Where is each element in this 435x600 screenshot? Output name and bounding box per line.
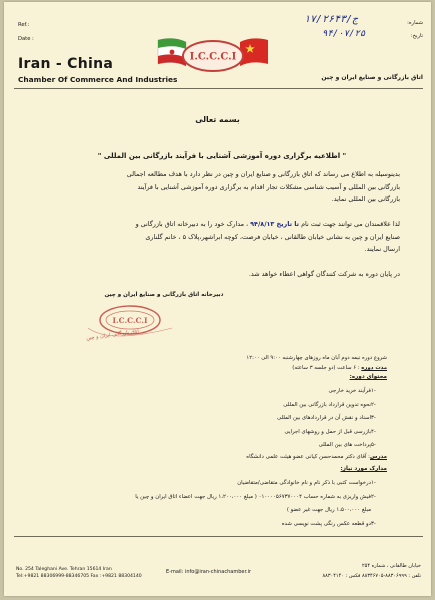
paragraph-certificate: در پایان دوره به شرکت کنندگان گواهی اعطاء خواهد شد. xyxy=(248,270,400,278)
handwritten-number: ۱۷/ج/۲۶۴۳ xyxy=(304,14,359,25)
duration-label: مدت دوره xyxy=(361,365,387,371)
list-item-text: پرداخت های بین المللی xyxy=(318,442,371,448)
course-content-heading: محتوای دوره: xyxy=(349,374,387,380)
list-item xyxy=(107,399,387,413)
headline: " اطلاعیه برگزاری دوره آموزشی آشنایی با فرآیند بازرگانی بین المللی " xyxy=(97,152,347,160)
list-item xyxy=(47,477,387,491)
ref-label: Ref.: xyxy=(18,22,30,28)
footer-address-fa-line: خیابان طالقانی ، شماره ۲۵۴ xyxy=(361,563,421,569)
footer-address-line: No. 254 Taleghani Ave. Tehran 15614 Iran xyxy=(16,567,112,572)
list-item-number: -۵ xyxy=(371,442,376,448)
list-item-text: درخواست کتبی با ذکر نام و نام خانوادگی متقاضی/متقاضیان xyxy=(237,480,371,486)
paragraph-line: بازرگانی بین المللی نماید. xyxy=(331,195,400,203)
list-item-number: -۴ xyxy=(371,428,376,435)
list-item-text: مبلغ ۱،۵۰۰،۰۰۰ ریال جهت غیر عضو ) xyxy=(286,507,371,513)
course-content-label xyxy=(107,374,387,380)
paragraph-line: صنایع ایران و چین به نشانی خیابان طالقانی ، خیابان فرصت، کوچه ابراشهر،پلاک ۵ ، خانم گلناری xyxy=(145,232,400,241)
teacher-value: : آقای دکتر محمدحسن کیانی عضو هیئت علمی دانشگاه xyxy=(246,454,370,460)
registration-text-b: ، مدارک خود را به دبیرخانه اتاق بازرگانی و xyxy=(135,220,251,228)
list-item-text: اسناد و نقش آن در قراردادهای بین المللی xyxy=(276,415,371,421)
registration-text-a: لذا علاقمندان می توانند جهت ثبت نام xyxy=(299,220,400,228)
list-item-number: -۲ xyxy=(371,401,376,408)
list-item-text: دو قطعه عکس رنگی پشت نویسی شده xyxy=(281,520,371,527)
fa-date-label: تاریخ: xyxy=(410,33,423,39)
required-docs-label xyxy=(87,466,387,472)
stamp-text: I.C.C.C.I xyxy=(112,316,148,325)
handwritten-date: ۹۴/۰۷/۲۵ xyxy=(322,29,366,39)
paragraph-line: ارسال نمایند. xyxy=(364,245,400,253)
org-subtitle-en: Chamber Of Commerce And Industries xyxy=(18,75,178,84)
list-item-number: -۲ xyxy=(371,493,376,500)
duration-line xyxy=(87,363,387,373)
list-item xyxy=(107,426,387,440)
fa-number-label: شماره: xyxy=(407,20,423,26)
org-name-fa: اتاق بازرگانی و صنایع ایران و چین xyxy=(321,74,423,81)
list-item xyxy=(107,385,387,399)
list-item-text: بازرسی قبل از حمل و روشهای اجرایی xyxy=(284,428,371,435)
list-item xyxy=(47,491,387,505)
secretariat-signature: دبیرخانه اتاق بازرگانی و صنایع ایران و چین xyxy=(104,292,224,298)
footer-address-en xyxy=(16,566,176,580)
paragraph-line xyxy=(30,218,400,231)
schedule-block xyxy=(87,353,387,373)
paragraph-registration xyxy=(30,218,400,256)
footer-phone-line: Tel:+9821 88306999-88346705 Fax :+9821 88304140 xyxy=(16,574,142,579)
bismillah: بسمه تعالی xyxy=(195,115,240,124)
deadline-date: تا تاریخ ۹۴/۸/۱۳ xyxy=(250,220,300,228)
footer-address-fa xyxy=(251,561,421,581)
date-label: Date : xyxy=(18,36,34,42)
required-docs-heading: مدارک مورد نیاز: xyxy=(340,466,387,472)
logo-text: I.C.C.C.I xyxy=(189,51,237,63)
list-item-number: -۳ xyxy=(371,520,376,527)
list-item-text: نحوه تدوین قرارداد بازرگانی بین المللی xyxy=(283,401,371,408)
course-content-list xyxy=(107,385,387,453)
header-divider xyxy=(14,88,423,89)
schedule-line: شروع دوره نیمه دوم آبان ماه روزهای چهارشنبه ۹:۰۰ الی ۱۲:۰۰ xyxy=(246,355,387,361)
duration-value: : ۶ ساعت (دو جلسه ۳ ساعته) xyxy=(292,365,362,371)
footer-email[interactable]: E-mail: info@iran-chinachamber.ir xyxy=(166,569,252,575)
footer-phone-fa-line: تلفن : ۸۸۳۰۶۹۹۹-۸۸۳۴۶۷۰۵ فکس : ۸۸۳۰۴۱۴۰ xyxy=(322,573,421,579)
letter-page xyxy=(4,2,431,596)
list-item xyxy=(47,518,387,532)
paragraph-intro xyxy=(30,168,400,206)
teacher-label: مدرس xyxy=(370,454,387,460)
stamp-ring-text: اتاق بازرگانی ایران و چین xyxy=(85,328,140,342)
list-item-text: فیش واریزی به شماره حساب ۰۱۰۰۰۰۵۶۷۳۷۰۰۰۴ ( مبلغ ۱،۲۰۰،۰۰۰ ریال جهت اعضاء اتاق ایران و چین یا xyxy=(135,493,371,500)
list-item-number: -۱ xyxy=(371,388,376,394)
logo-flags-icon xyxy=(154,36,272,76)
chamber-logo xyxy=(154,36,272,76)
required-docs-list xyxy=(47,477,387,531)
list-item-number: -۳ xyxy=(371,415,376,421)
list-item xyxy=(107,412,387,426)
paragraph-line: بدینوسیله به اطلاع می رساند که اتاق بازرگانی و صنایع ایران و چین در نظر دارد با هدف مطالعه اجمالی xyxy=(126,170,400,178)
list-item-text: فرآیند خرید خارجی xyxy=(328,388,371,394)
footer-divider xyxy=(14,536,423,537)
org-title-en: Iran - China xyxy=(18,56,114,72)
list-item xyxy=(107,439,387,453)
paragraph-line: بازرگانی بین المللی و آسیب شناسی مشکلات تجار اقدام به برگزاری دوره آموزشی آشنایی با فرآیند xyxy=(137,182,400,191)
teacher-line xyxy=(87,454,387,460)
list-item-number: -۱ xyxy=(371,480,376,486)
list-item xyxy=(47,504,387,518)
